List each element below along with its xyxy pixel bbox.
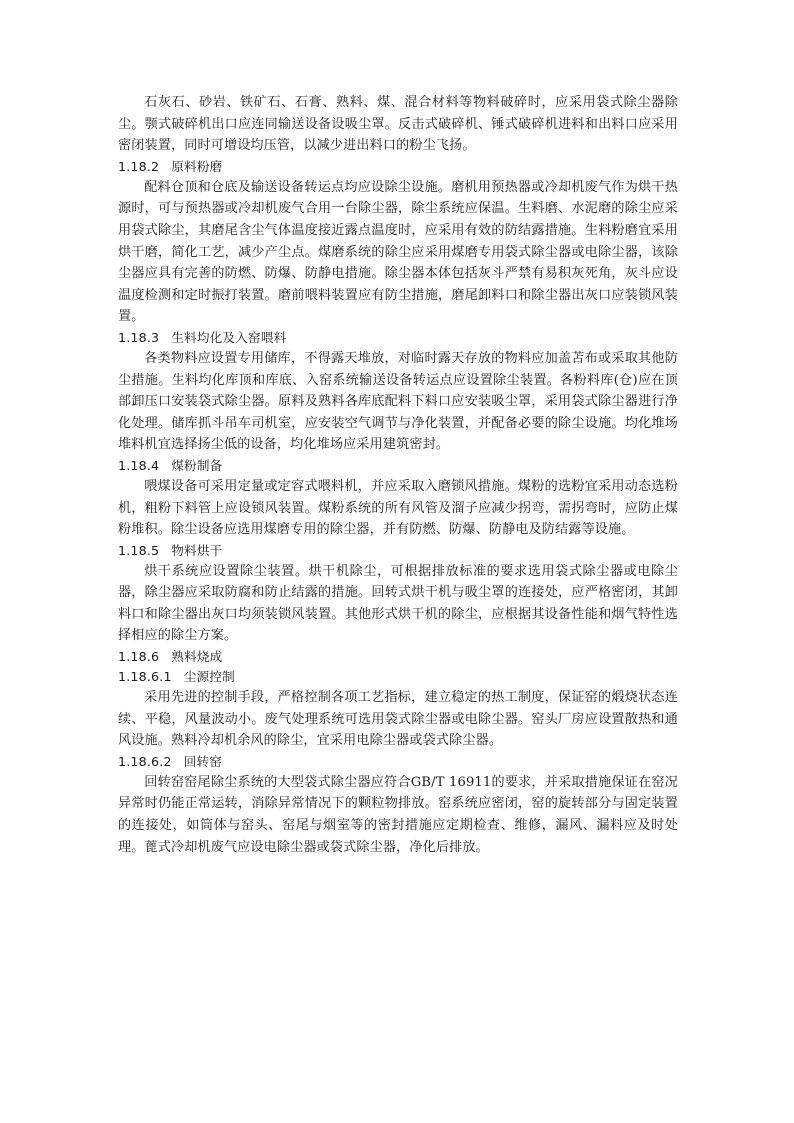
section-number: 1.18.6	[118, 649, 160, 665]
section-heading-1-18-3	[118, 328, 678, 348]
section-paragraph-1-18-6-1: 采用先进的控制手段，严格控制各项工艺指标，建立稳定的热工制度，保证窑的煅烧状态连续、平稳，风量波动小。废气处理系统可选用袋式除尘器或电除尘器。窑头厂房应设置散热和通风设施。熟料冷却机余风的除尘，宜采用电除尘器或袋式除尘器。	[118, 690, 678, 749]
document-page	[118, 92, 678, 858]
section-paragraph-1-18-3: 各类物料应设置专用储库，不得露天堆放，对临时露天存放的物料应加盖苫布或采取其他防尘措施。生料均化库顶和库底、入窑系统输送设备转运点应设置除尘装置。各粉料库(仓)应在顶部卸压口安装袋式除尘器。原料及熟料各库底配料下料口应安装吸尘罩，采用袋式除尘器进行净化处理。储库抓斗吊车司机室，应安装空气调节与净化装置，并配备必要的除尘设施。均化堆场堆料机宜选择扬尘低的设备，均化堆场应采用建筑密封。	[118, 350, 678, 453]
section-title: 生料均化及入窑喂料	[171, 329, 287, 345]
intro-paragraph: 石灰石、砂岩、铁矿石、石膏、熟料、煤、混合材料等物料破碎时，应采用袋式除尘器除尘。颚式破碎机出口应连同输送设备设吸尘罩。反击式破碎机、锤式破碎机进料和出料口应采用密闭装置，同时可增设均压管，以减少进出料口的粉尘飞扬。	[118, 95, 678, 154]
section-heading-1-18-4	[118, 456, 678, 476]
section-number: 1.18.6.2	[118, 753, 172, 769]
section-number: 1.18.2	[118, 158, 160, 174]
section-heading-1-18-6	[118, 647, 678, 667]
section-title: 尘源控制	[183, 669, 235, 685]
section-title: 熟料烧成	[171, 649, 223, 665]
section-heading-1-18-6-1	[118, 667, 678, 687]
section-title: 煤粉制备	[171, 457, 223, 473]
section-paragraph-1-18-2: 配料仓顶和仓底及输送设备转运点均应设除尘设施。磨机用预热器或冷却机废气作为烘干热源时，可与预热器或冷却机废气合用一台除尘器，除尘系统应保温。生料磨、水泥磨的除尘应采用袋式除尘，其磨尾含尘气体温度接近露点温度时，应采用有效的防结露措施。生料粉磨宜采用烘干磨，简化工艺，减少产尘点。煤磨系统的除尘应采用煤磨专用袋式除尘器或电除尘器，该除尘器应具有完善的防燃、防爆、防静电措施。除尘器本体包括灰斗严禁有易积灰死角，灰斗应设温度检测和定时振打装置。磨前喂料装置应有防尘措施，磨尾卸料口和除尘器出灰口应装锁风装置。	[118, 179, 678, 325]
section-paragraph-1-18-6-2: 回转窑窑尾除尘系统的大型袋式除尘器应符合GB/T 16911的要求，并采取措施保证在窑况异常时仍能正常运转，消除异常情况下的颗粒物排放。窑系统应密闭，窑的旋转部分与固定装置的连接处，如筒体与窑头、窑尾与烟室等的密封措施应定期检查、维修，漏风、漏料应及时处理。蓖式冷却机废气应设电除尘器或袋式除尘器，净化后排放。	[118, 774, 678, 855]
section-title: 回转窑	[183, 753, 223, 769]
section-heading-1-18-2	[118, 157, 678, 177]
section-paragraph-1-18-4: 喂煤设备可采用定量或定容式喂料机，并应采取入磨锁风措施。煤粉的选粉宜采用动态选粉机，粗粉下料管上应设锁风装置。煤粉系统的所有风管及溜子应减少拐弯，需拐弯时，应防止煤粉堆积。除尘设备应选用煤磨专用的除尘器，并有防燃、防爆、防静电及防结露等设施。	[118, 478, 678, 538]
section-heading-1-18-6-2	[118, 752, 678, 772]
section-title: 原料粉磨	[171, 158, 223, 174]
section-paragraph-1-18-5: 烘干系统应设置除尘装置。烘干机除尘，可根据排放标准的要求选用袋式除尘器或电除尘器，除尘器应采取防腐和防止结露的措施。回转式烘干机与吸尘罩的连接处，应严格密闭，其卸料口和除尘器出灰口均须装锁风装置。其他形式烘干机的除尘，应根据其设备性能和烟气特性选择相应的除尘方案。	[118, 563, 678, 644]
section-heading-1-18-5	[118, 541, 678, 561]
section-number: 1.18.5	[118, 542, 160, 558]
section-number: 1.18.4	[118, 457, 160, 473]
section-number: 1.18.3	[118, 329, 160, 345]
section-title: 物料烘干	[171, 542, 223, 558]
section-number: 1.18.6.1	[118, 669, 172, 685]
